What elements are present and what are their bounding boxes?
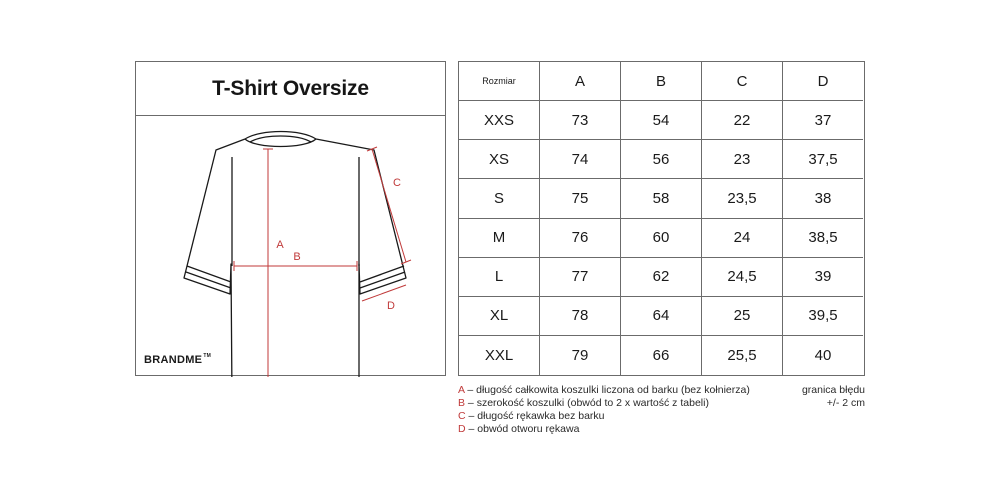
size-label-xs: XS xyxy=(459,140,540,179)
measure-d-line xyxy=(362,285,406,301)
size-value-xxl-a: 79 xyxy=(540,336,621,375)
size-value-xs-d: 37,5 xyxy=(783,140,863,179)
title-box xyxy=(136,62,445,116)
size-label-s: S xyxy=(459,179,540,218)
tolerance-note xyxy=(788,384,865,410)
size-value-m-c: 24 xyxy=(702,219,783,258)
size-value-xxs-b: 54 xyxy=(621,101,702,140)
size-value-xxl-d: 40 xyxy=(814,346,832,364)
size-value-s-b: 58 xyxy=(621,179,702,218)
size-value-xxs-d: 37 xyxy=(783,101,863,140)
size-value-xs-a: 74 xyxy=(540,140,621,179)
collar-inner xyxy=(250,136,311,142)
legend-item xyxy=(458,384,798,397)
size-value-s-a: 75 xyxy=(540,179,621,218)
legend-text: – długość rękawka bez barku xyxy=(465,410,605,422)
legend-item xyxy=(458,397,798,410)
tolerance-label: granica błędu xyxy=(801,384,865,396)
size-value-xxs-a: 73 xyxy=(540,101,621,140)
collar-outline xyxy=(245,132,316,140)
tshirt-diagram xyxy=(136,116,447,377)
size-value-m-d: 38,5 xyxy=(783,219,863,258)
trademark-mark: TM xyxy=(203,353,212,359)
product-title: T-Shirt Oversize xyxy=(212,76,369,100)
size-value-s-c: 23,5 xyxy=(702,179,783,218)
column-header-c: C xyxy=(702,62,783,101)
label-c: C xyxy=(393,177,401,189)
size-value-s-d: 38 xyxy=(783,179,863,218)
column-header-a: A xyxy=(540,62,621,101)
size-value-xl-d: 39,5 xyxy=(783,297,863,336)
size-label-m: M xyxy=(459,219,540,258)
size-table xyxy=(458,61,865,376)
size-value-xs-c: 23 xyxy=(702,140,783,179)
size-label-xxs: XXS xyxy=(459,101,540,140)
legend-key: C xyxy=(458,410,466,422)
measure-c-line xyxy=(372,149,406,262)
legend-key: B xyxy=(458,397,466,409)
size-label-xl: XL xyxy=(459,297,540,336)
label-a: A xyxy=(276,239,284,251)
size-value-xs-b: 56 xyxy=(621,140,702,179)
brand-name: BRANDME xyxy=(144,354,203,366)
size-label-xxl: XXL xyxy=(459,336,540,375)
legend-text: – szerokość koszulki (obwód to 2 x wartość z tabeli) xyxy=(465,397,709,409)
column-header-b: B xyxy=(621,62,702,101)
size-value-xxs-c: 22 xyxy=(702,101,783,140)
brand-logo xyxy=(144,353,211,366)
legend-item xyxy=(458,423,798,436)
column-header-size: Rozmiar xyxy=(459,62,540,101)
size-value-l-a: 77 xyxy=(540,258,621,297)
size-value-xl-a: 78 xyxy=(540,297,621,336)
legend-text: – obwód otworu rękawa xyxy=(465,423,580,435)
size-value-xxl-b: 66 xyxy=(621,336,702,375)
legend-key: A xyxy=(458,384,465,396)
legend-item xyxy=(458,410,798,423)
label-d: D xyxy=(387,300,395,312)
column-header-d: D xyxy=(783,62,863,101)
size-value-xxl-c: 25,5 xyxy=(702,336,783,375)
label-b: B xyxy=(293,251,301,263)
size-value-m-b: 60 xyxy=(621,219,702,258)
measurement-legend xyxy=(458,384,798,436)
size-label-l: L xyxy=(459,258,540,297)
size-value-l-b: 62 xyxy=(621,258,702,297)
size-value-l-c: 24,5 xyxy=(702,258,783,297)
legend-text: – długość całkowita koszulki liczona od barku (bez kołnierza) xyxy=(464,384,750,396)
tolerance-value: +/- 2 cm xyxy=(826,397,865,409)
size-value-xl-b: 64 xyxy=(621,297,702,336)
size-value-m-a: 76 xyxy=(540,219,621,258)
size-value-xl-c: 25 xyxy=(702,297,783,336)
size-value-l-d: 39 xyxy=(783,258,863,297)
legend-key: D xyxy=(458,423,466,435)
garment-panel xyxy=(135,61,446,376)
